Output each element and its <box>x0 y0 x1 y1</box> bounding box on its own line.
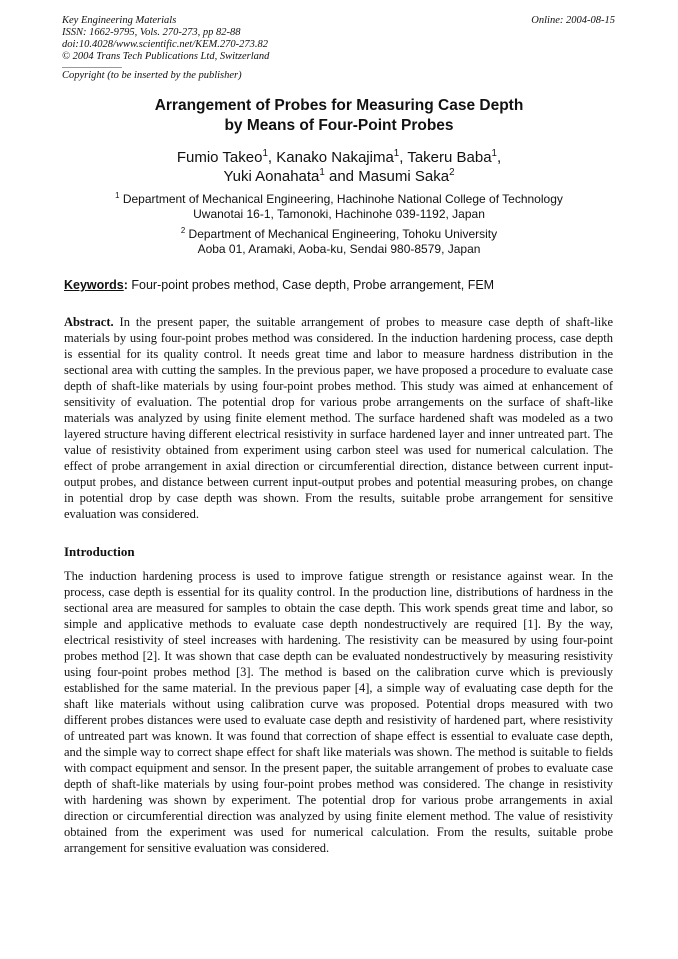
introduction-paragraph: The induction hardening process is used to improve fatigue strength or resistance against wear. In the process, case depth is essential for its quality control. In the production line, distributions of hardness in the sectional area are measured for samples to obtain the case depth. This work spends great time and labor, so simple and applicative methods to evaluate case depth nondestructively are required [1]. By the way, electrical resistivity of steel increases with hardening. The resistivity can be measured by using four-point probes method [2]. It was shown that case depth can be evaluated nondestructively by measuring resistivity using four-point probes method [3]. The method is based on the calibration curve which is previously established for the same material. In the previous paper [4], a simple way of evaluating case depth for the shaft like materials without using calibration curve was proposed. Potential drops measured with two different probes distances were used to evaluate case depth and resistivity of hardened part, where resistivity of untreated part was known. It was found that correction of shape effect is essential to evaluate case depth, and the simple way to correct shape effect for shaft like materials was shown. The method is suitable to fields with compact equipment and sensor. In the present paper, the suitable arrangement of probes to evaluate case depth of shaft-like materials by using four-point probes method was considered. The change in resistivity with hardening was shown by experiment. The potential drop for various probe arrangements in axial direction or circumferential direction was analyzed by using finite element method. The value of resistivity obtained from the experiment was used for numerical calculation. From the results, suitable probe arrangement for sensitive evaluation was considered. <box>64 569 613 855</box>
affiliation-department: Department of Mechanical Engineering, Hachinohe National College of Technology <box>122 192 563 206</box>
abstract-label: Abstract. <box>64 315 114 329</box>
abstract-paragraph <box>64 314 613 522</box>
title-line-1: Arrangement of Probes for Measuring Case Depth <box>154 97 524 114</box>
keywords-label: Keywords <box>64 278 124 292</box>
online-date: Online: 2004-08-15 <box>531 15 615 26</box>
publisher-line: © 2004 Trans Tech Publications Ltd, Switzerland <box>62 51 270 62</box>
author-name: Yuki Aonahata <box>223 168 320 185</box>
affiliation-address: Aoba 01, Aramaki, Aoba-ku, Sendai 980-8579, Japan <box>197 242 481 256</box>
authors-line-2: Yuki Aonahata$^1$ and Masumi Saka$^2$ <box>223 167 455 185</box>
title-line-2: by Means of Four-Point Probes <box>224 117 454 134</box>
author-name: Masumi Saka <box>358 168 450 185</box>
paper-title <box>0 96 678 136</box>
journal-name: Key Engineering Materials <box>62 15 177 26</box>
keywords-line: Keywords: Four-point probes method, Case depth, Probe arrangement, FEM <box>64 278 495 292</box>
author-name: Fumio Takeo <box>176 149 263 166</box>
doi-line: doi:10.4028/www.scientific.net/KEM.270-273.82 <box>62 39 268 50</box>
author-name: Kanako Nakajima <box>276 149 394 166</box>
affiliation-number: 2 <box>180 226 186 235</box>
journal-header <box>62 15 269 63</box>
issn-line: ISSN: 1662-9795, Vols. 270-273, pp 82-88 <box>62 27 241 38</box>
author-name: Takeru Baba <box>407 149 492 166</box>
affiliation-marker: 1 <box>319 167 325 178</box>
copyright-note: Copyright (to be inserted by the publisher) <box>62 70 242 81</box>
affiliation-number: 1 <box>115 191 120 200</box>
affiliation-2 <box>0 227 678 257</box>
author-list <box>0 148 678 186</box>
affiliation-marker: 2 <box>449 167 455 178</box>
affiliation-department: Department of Mechanical Engineering, Tohoku University <box>188 227 498 241</box>
affiliation-address: Uwanotai 16-1, Tamonoki, Hachinohe 039-1192, Japan <box>193 207 485 221</box>
authors-line-1: Fumio Takeo$^1$, Kanako Nakajima$^1$, Takeru Baba$^1$, <box>176 148 502 166</box>
keywords-text: Four-point probes method, Case depth, Probe arrangement, FEM <box>127 278 495 292</box>
introduction-heading: Introduction <box>64 544 135 559</box>
affiliation-marker: 1 <box>393 148 400 159</box>
affiliation-marker: 1 <box>262 148 268 159</box>
affiliation-1 <box>0 192 678 222</box>
header-divider <box>62 67 122 68</box>
abstract-text: In the present paper, the suitable arrangement of probes to measure case depth of shaft-like materials by using four-point probes method was considered. In the induction hardening process, case depth is essential for its quality control. It needs great time and labor to measure hardness distribution in the sectional area with cutting the samples. In the previous paper, we have proposed a procedure to evaluate case depth of shaft-like materials by using four-point probes method. This study was aimed at enhancement of sensitivity of evaluation. The potential drop for various probe arrangements on the surface of shaft-like materials was analyzed by using finite element method. The surface hardened shaft was modeled as a two layered structure having different electrical resistivity in surface hardened layer and inner untreated part. The value of resistivity obtained from experiment using carbon steel was used for numerical calculation. The effect of probe arrangement in axial direction or circumferential direction, distance between current input-output probes, and distance between current input-output probes and potential measuring probes, on change in potential drop by case depth was shown. From the results, suitable probe arrangement for sensitive evaluation was considered. <box>64 315 613 521</box>
affiliation-marker: 1 <box>491 148 497 159</box>
